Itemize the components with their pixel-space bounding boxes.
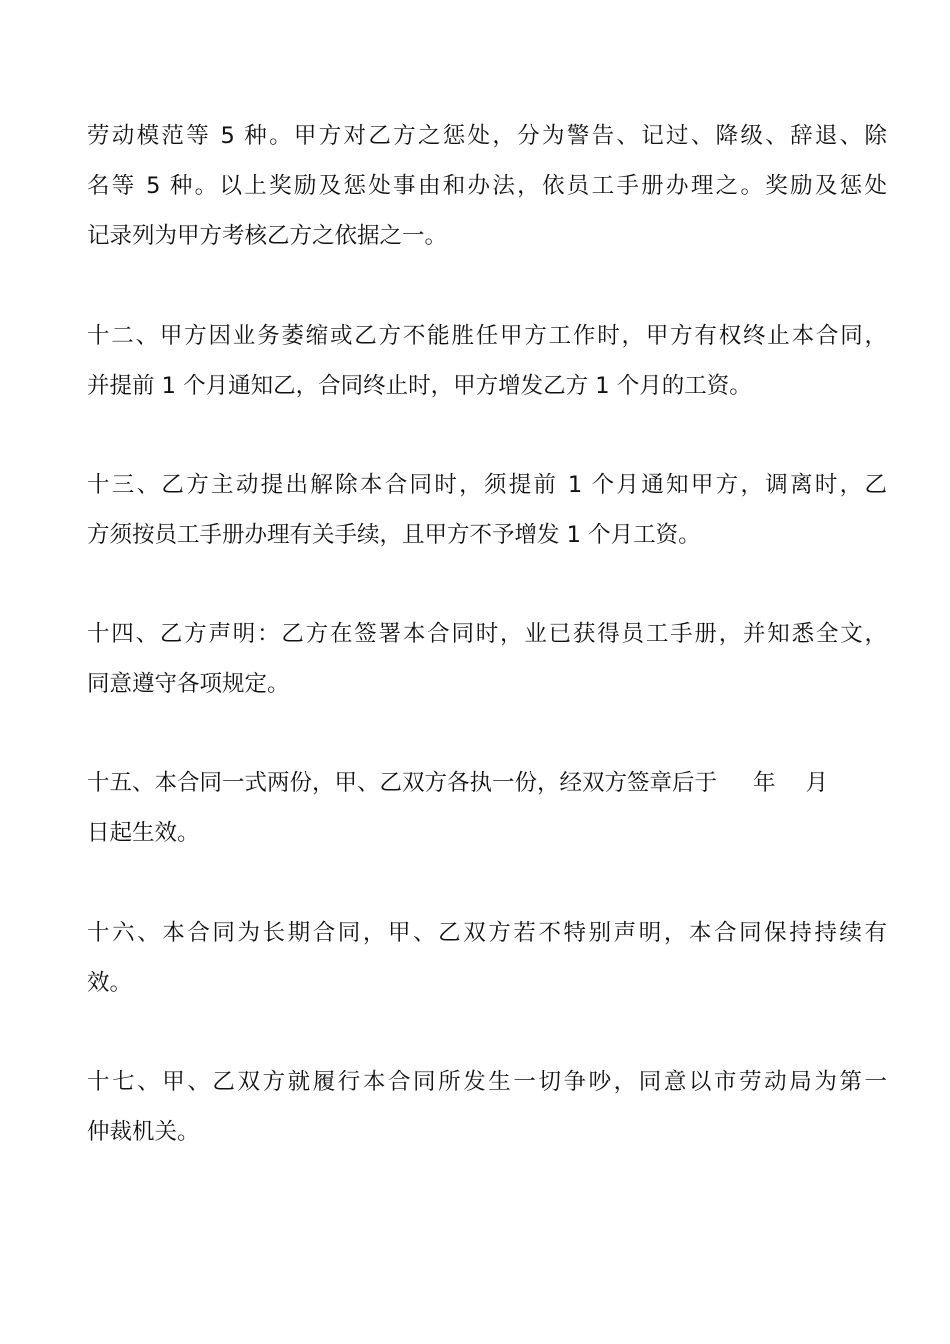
clause-16 (87, 908, 887, 1008)
clause-12 (87, 311, 887, 411)
clause-15 (87, 758, 887, 858)
text-line-effective-date (87, 758, 887, 808)
year-placeholder-label: 年 (753, 770, 776, 796)
text-line: 十四、乙方声明：乙方在签署本合同时，业已获得员工手册，并知悉全文， (87, 621, 887, 647)
text-line: 名等 5 种。以上奖励及惩处事由和办法，依员工手册办理之。奖励及惩处 (87, 173, 887, 199)
text-line: 日起生效。 (87, 820, 200, 846)
text-line: 并提前 1 个月通知乙，合同终止时，甲方增发乙方 1 个月的工资。 (87, 373, 752, 399)
effective-date-text: 十五、本合同一式两份，甲、乙双方各执一份，经双方签章后于 (87, 770, 718, 796)
text-line: 效。 (87, 970, 133, 996)
text-line: 记录列为甲方考核乙方之依据之一。 (87, 223, 448, 249)
text-line: 十二、甲方因业务萎缩或乙方不能胜任甲方工作时，甲方有权终止本合同， (87, 323, 887, 349)
text-line: 十三、乙方主动提出解除本合同时，须提前 1 个月通知甲方，调离时，乙 (87, 472, 887, 498)
text-line: 仲裁机关。 (87, 1119, 200, 1145)
clause-14 (87, 609, 887, 709)
paragraph-continuation-rewards (87, 111, 887, 261)
clause-13 (87, 460, 887, 560)
text-line: 劳动模范等 5 种。甲方对乙方之惩处，分为警告、记过、降级、辞退、除 (87, 123, 887, 149)
text-line: 同意遵守各项规定。 (87, 671, 290, 697)
text-line: 方须按员工手册办理有关手续，且甲方不予增发 1 个月工资。 (87, 522, 701, 548)
text-line: 十六、本合同为长期合同，甲、乙双方若不特别声明，本合同保持持续有 (87, 920, 887, 946)
text-line: 十七、甲、乙双方就履行本合同所发生一切争吵，同意以市劳动局为第一 (87, 1069, 887, 1095)
month-placeholder-label: 月 (805, 770, 829, 796)
clause-17 (87, 1057, 887, 1157)
